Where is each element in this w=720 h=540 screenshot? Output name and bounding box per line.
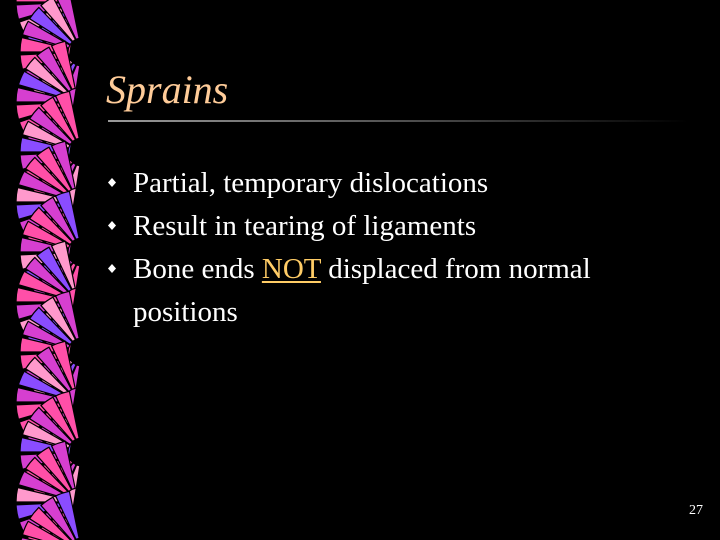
- bullet-text: Partial, temporary dislocations: [133, 167, 489, 199]
- bullet-text-before: Bone ends: [133, 253, 262, 285]
- bullet-text: Result in tearing of ligaments: [133, 210, 477, 242]
- emphasis-link[interactable]: NOT: [261, 253, 321, 285]
- page-number: 27: [689, 503, 703, 518]
- bullet-text-after: displaced from normal: [320, 253, 591, 285]
- bullet-item: [100, 162, 693, 205]
- wedge-border-decoration: [0, 0, 110, 540]
- bullet-text-continuation: positions: [133, 296, 238, 328]
- bullet-list: [100, 162, 693, 334]
- diamond-bullet-icon: [108, 178, 116, 187]
- slide-title: Sprains: [106, 67, 229, 112]
- bullet-item: [100, 248, 693, 334]
- diamond-bullet-icon: [108, 221, 116, 230]
- title-divider: [108, 120, 688, 122]
- bullet-item: [100, 205, 693, 248]
- diamond-bullet-icon: [108, 264, 116, 273]
